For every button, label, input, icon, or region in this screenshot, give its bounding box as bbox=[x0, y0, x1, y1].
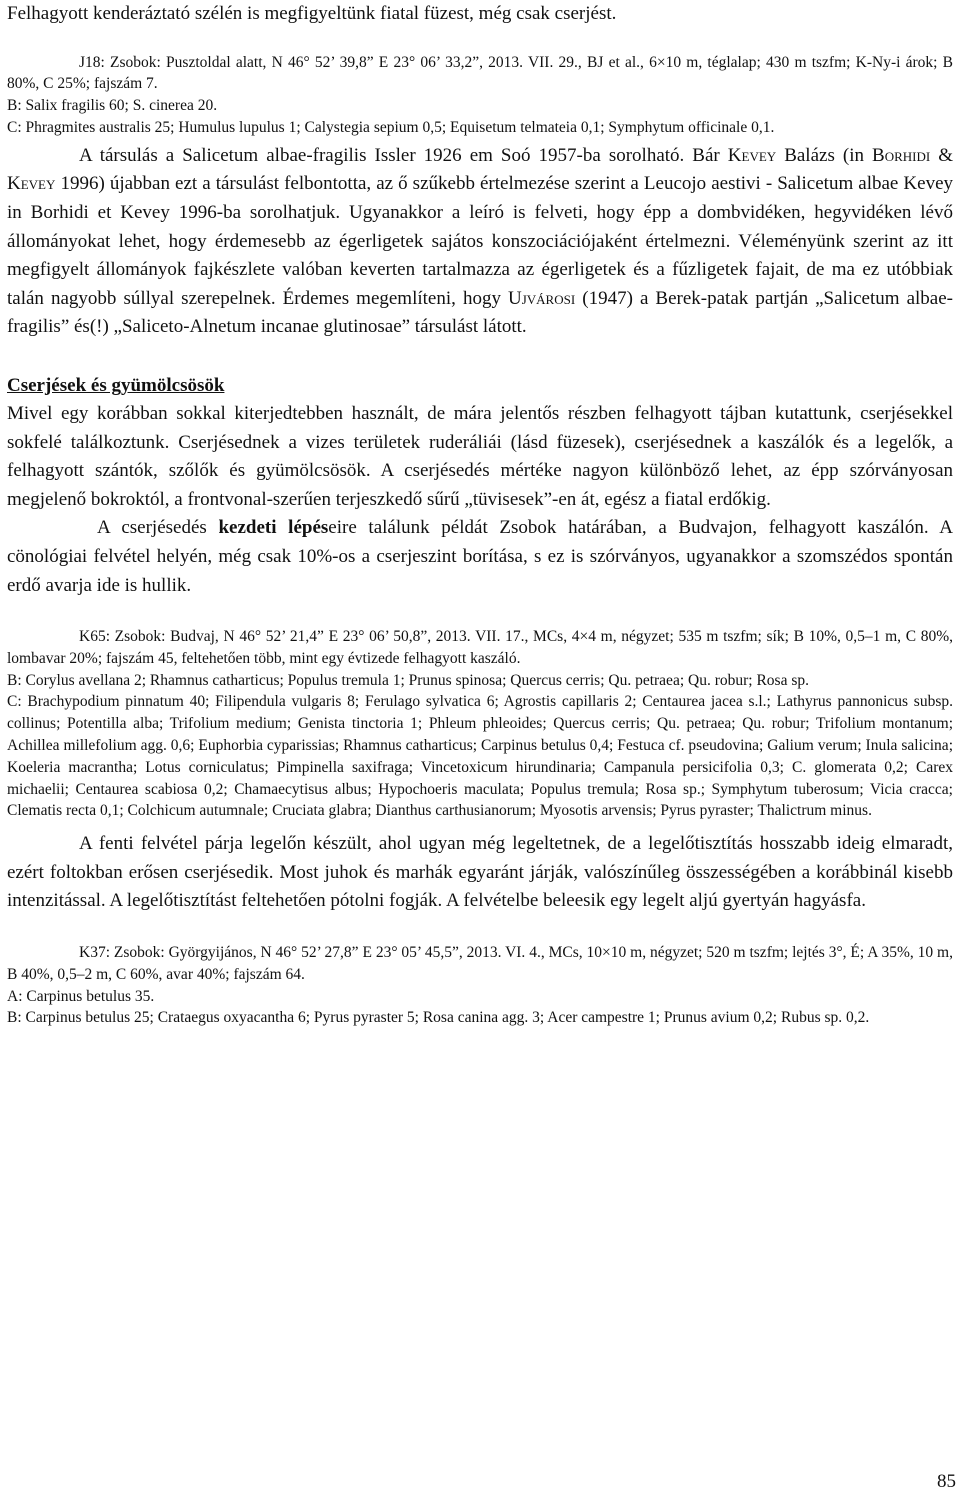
releve-k37-header: K37: Zsobok: Györgyijános, N 46° 52’ 27,8” E 23° 05’ 45,5”, 2013. VI. 4., MCs, 10×10 m, négyzet; 520 m tszfm; lejtés 3°, É; A 35%, 10 m, B 40%, 0,5–2 m, C 60%, avar 40%; fajszám 64. bbox=[7, 944, 953, 983]
releve-j18-herb-layer: C: Phragmites australis 25; Humulus lupulus 1; Calystegia sepium 0,5; Equisetum telmateia 0,1; Symphytum officinale 0,1. bbox=[7, 118, 775, 136]
releve-k65 bbox=[7, 626, 953, 822]
releve-k37 bbox=[7, 942, 953, 1029]
releve-k37-shrub-layer: B: Carpinus betulus 25; Crataegus oxyacantha 6; Pyrus pyraster 5; Rosa canina agg. 3; Acer campestre 1; Prunus avium 0,2; Rubus sp. 0,2. bbox=[7, 1009, 870, 1027]
releve-j18 bbox=[7, 52, 953, 139]
discussion-paragraph bbox=[7, 142, 953, 342]
author-borhidi: Borhidi bbox=[872, 144, 931, 166]
discussion-text-4: 1996) újabban ezt a társulást felbontotta, az ő szűkebb értelmezése szerint a Leucojo aestivi - Salicetum albae Kevey in Borhidi et Kevey 1996-ba sorolhatjuk. Ugyanakkor a leíró is felveti, hogy épp a dombvidéken, hegyvidéken lévő állományokat lehet, hogy érdemesebb az égerligetek sajátos konszociációjaként értelmezni. Véleményünk szerint az itt megfigyelt állományok fajkészlete valóban keverten tartalmazza az égerligetek és a fűzligetek fajait, de ma ez utóbbiak talán nagyobb súllyal szerepelnek. Érdemes megemlíteni, hogy bbox=[7, 173, 953, 309]
releve-j18-header: J18: Zsobok: Pusztoldal alatt, N 46° 52’ 39,8” E 23° 06’ 33,2”, 2013. VII. 29., BJ et al., 6×10 m, téglalap; 430 m tszfm; K-Ny-i árok; B 80%, C 25%; fajszám 7. bbox=[7, 53, 953, 93]
section-heading: Cserjések és gyümölcsösök bbox=[7, 374, 225, 396]
releve-k37-canopy-layer: A: Carpinus betulus 35. bbox=[7, 987, 155, 1005]
releve-j18-shrub-layer: B: Salix fragilis 60; S. cinerea 20. bbox=[7, 97, 218, 115]
section-paragraph-2 bbox=[7, 514, 953, 600]
section-paragraph-2-bold: kezdeti lépés bbox=[218, 517, 329, 539]
releve-k65-shrub-layer: B: Corylus avellana 2; Rhamnus catharticus; Populus tremula 1; Prunus spinosa; Quercus cerris; Qu. petraea; Qu. robur; Rosa sp. bbox=[7, 671, 809, 689]
pasture-paragraph: A fenti felvétel párja legelőn készült, ahol ugyan még legeltetnek, de a legelőtisztítás hosszabb ideig elmaradt, ezért foltokban erősen cserjésedik. Most juhok és marhák egyaránt járják, valószínűleg összességében a korábbinál kisebb intenzitással. A legelőtisztítást feltehetően pótolni fogják. A felvételbe beleesik egy legelt aljú gyertyán hagyásfa. bbox=[7, 833, 953, 912]
section-paragraph-2-text: A cserjésedés bbox=[97, 517, 219, 539]
releve-k65-herb-layer: C: Brachypodium pinnatum 40; Filipendula vulgaris 8; Ferulago sylvatica 6; Agrostis capillaris 2; Centaurea jacea s.l.; Lathyrus pannonicus subsp. collinus; Potentilla alba; Trifolium medium; Genista tinctoria 1; Phleum phleoides; Quercus cerris; Qu. petraea; Qu. robur; Trifolium montanum; Achillea millefolium agg. 0,6; Euphorbia cyparissias; Rhamnus catharticus; Carpinus betulus 0,4; Festuca cf. pseudovina; Galium verum; Inula salicina; Koeleria macrantha; Lotus corniculatus; Pimpinella saxifraga; Vincetoxicum hirundinaria; Campanula persicifolia 0,3; C. glomerata 0,2; Carex michaelii; Centaurea scabiosa 0,2; Chamaecytisus albus; Hypochoeris maculata; Populus tremula; Rosa sp.; Symphytum tuberosum; Vicia cracca; Clematis recta 0,1; Colchicum autumnale; Cruciata glabra; Dianthus carthusianorum; Myosotis arvensis; Pyrus pyraster; Thalictrum minus. bbox=[7, 693, 953, 820]
discussion-text-1: A társulás a Salicetum albae-fragilis Issler 1926 em Soó 1957-ba sorolható. Bár bbox=[79, 144, 728, 166]
author-ujvarosi: Ujvárosi bbox=[508, 287, 576, 309]
author-kevey-2: Kevey bbox=[7, 173, 56, 195]
discussion-text-2: Balázs (in bbox=[776, 144, 873, 166]
section-paragraph-2-rest: eire találunk példát Zsobok határában, a Budvajon, felhagyott kaszálón. A cönológiai felvétel helyén, még csak 10%-os a cserjeszint borítása, s ez is szórványos, ugyanakkor a szomszédos spontán erdő avarja ide is hullik. bbox=[7, 517, 953, 596]
section-paragraph-1: Mivel egy korábban sokkal kiterjedtebben használt, de mára jelentős részben felhagyott tájban kutattunk, cserjésekkel sokfelé találkoztunk. Cserjésednek a vizes területek ruderáliái (lásd füzesek), cserjésednek a kaszálók és a legelők, a felhagyott szántók, szőlők és gyümölcsösök. A cserjésedés mértéke nagyon különböző lehet, az épp szórványosan megjelenő bokroktól, a frontvonal-szerűen terjeszkedő sűrű „tüvisesek”-en át, egész a fiatal erdőkig. bbox=[7, 402, 953, 510]
discussion-text-5: (1947) a Berek-patak partján „Salicetum albae-fragilis” és(!) „Saliceto-Alnetum incanae glutinosae” társulást látott. bbox=[7, 287, 953, 338]
page-number: 85 bbox=[937, 1471, 956, 1492]
intro-paragraph: Felhagyott kenderáztató szélén is megfigyeltünk fiatal füzest, még csak cserjést. bbox=[7, 3, 617, 24]
author-kevey-1: Kevey bbox=[727, 144, 777, 166]
discussion-text-3: & bbox=[930, 144, 953, 166]
releve-k65-header: K65: Zsobok: Budvaj, N 46° 52’ 21,4” E 23° 06’ 50,8”, 2013. VII. 17., MCs, 4×4 m, négyzet; 535 m tszfm; sík; B 10%, 0,5–1 m, C 80%, lombavar 20%; fajszám 45, feltehetően több, mint egy évtizede felhagyott kaszáló. bbox=[7, 628, 953, 667]
